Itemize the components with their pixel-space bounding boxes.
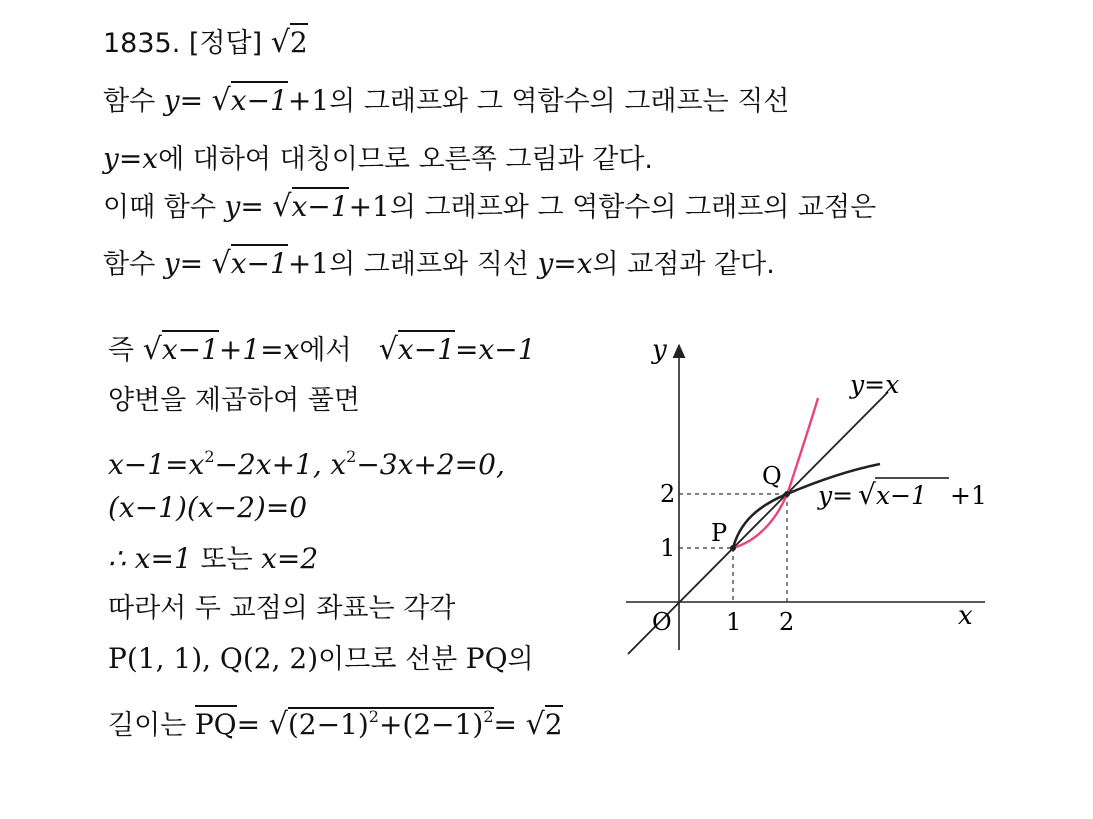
point-q-marker — [784, 491, 790, 497]
math-expr: x=2 — [261, 542, 319, 575]
math-expr: +(2−1) — [378, 708, 484, 741]
sqrt-sign: √ — [142, 332, 162, 367]
sqrt-sign: √ — [268, 707, 288, 742]
math-eq: = — [179, 84, 204, 117]
radicand: x−1 — [231, 244, 288, 280]
sqrt-sign: √ — [211, 246, 231, 281]
math-expr: ∴ x=1 — [108, 542, 192, 575]
solution-text: 즉 — [108, 335, 135, 366]
math-y-eq-x: y=x — [537, 247, 593, 280]
origin-label: O — [652, 608, 672, 636]
radicand: x−1 — [162, 330, 219, 366]
math-expr: x−1=x — [108, 448, 205, 481]
solution-text: 따라서 두 교점의 좌표는 각각 — [108, 593, 456, 624]
exponent: 2 — [368, 707, 379, 726]
sqrt-sign: √ — [211, 83, 231, 118]
x-axis-label: x — [958, 601, 973, 631]
solution-text: 에서 — [299, 335, 352, 366]
intro-text: 의 그래프와 그 역함수의 그래프는 직선 — [329, 86, 790, 117]
solution-text: 이므로 선분 — [318, 644, 458, 675]
point-p-label: P — [711, 519, 728, 547]
solution-text: 양변을 제곱하여 풀면 — [108, 385, 360, 416]
math-eq: = — [236, 708, 261, 741]
math-expr: −2x+1, — [214, 448, 322, 481]
math-plus-one: +1 — [287, 247, 330, 280]
y-axis-label: y — [652, 335, 667, 365]
curve-label-sqrt-sign: √ — [858, 478, 876, 511]
intro-text: 의 그래프와 직선 — [329, 249, 529, 280]
answer-tag: [정답] — [188, 28, 263, 59]
point-q-label: Q — [762, 462, 782, 490]
x-tick-2: 2 — [779, 608, 795, 636]
math-expr: (x−1)(x−2)=0 — [108, 491, 308, 524]
point-coordinates: P(1, 1), Q(2, 2) — [108, 642, 319, 675]
answer-radicand: 2 — [290, 23, 308, 59]
y-tick-2: 2 — [660, 480, 676, 508]
solution-text: 길이는 — [108, 710, 187, 741]
radicand: x−1 — [398, 330, 455, 366]
curve-label-radicand: x−1 — [876, 481, 927, 510]
sqrt-sign: √ — [378, 332, 398, 367]
radicand: x−1 — [231, 81, 288, 117]
radicand: x−1 — [292, 187, 349, 223]
x-tick-1: 1 — [726, 608, 742, 636]
intro-text: 이때 함수 — [103, 192, 216, 223]
intro-text: 의 그래프와 그 역함수의 그래프의 교점은 — [389, 192, 877, 223]
exponent: 2 — [483, 707, 494, 726]
math-y: y= — [224, 190, 264, 223]
segment-pq: PQ — [195, 705, 237, 741]
math-expr: =x−1 — [454, 333, 536, 366]
curve-label-suffix: +1 — [950, 481, 987, 510]
math-plus-one: +1 — [287, 84, 330, 117]
solution-text: 의 — [507, 644, 534, 675]
intro-text: 의 교점과 같다. — [592, 249, 775, 280]
sqrt-sign: √ — [525, 707, 545, 742]
exponent: 2 — [346, 447, 357, 466]
intro-text: 에 대하여 대칭이므로 오른쪽 그림과 같다. — [158, 144, 653, 175]
final-answer: 2 — [545, 705, 563, 741]
math-expr: −3x+2=0, — [356, 448, 505, 481]
sqrt-sign: √ — [270, 25, 290, 60]
y-tick-1: 1 — [660, 534, 676, 562]
intro-text: 함수 — [103, 86, 156, 117]
sqrt-sign: √ — [272, 189, 292, 224]
math-y: y= — [163, 247, 204, 280]
math-y: y — [163, 84, 180, 117]
exponent: 2 — [204, 447, 215, 466]
problem-number: 1835. — [103, 28, 181, 59]
intro-text: 함수 — [103, 249, 156, 280]
math-expr: +1=x — [218, 333, 300, 366]
math-y-eq-x: y=x — [103, 142, 159, 175]
curve-label-prefix: y= — [818, 481, 854, 510]
solution-text: 또는 — [200, 544, 253, 575]
math-plus-one: +1 — [348, 190, 390, 223]
math-expr: x — [330, 448, 347, 481]
point-p-marker — [730, 545, 736, 551]
math-eq: = — [493, 708, 518, 741]
line-label: y=x — [850, 370, 900, 399]
math-expr: (2−1) — [287, 708, 369, 741]
segment-name: PQ — [465, 642, 508, 675]
